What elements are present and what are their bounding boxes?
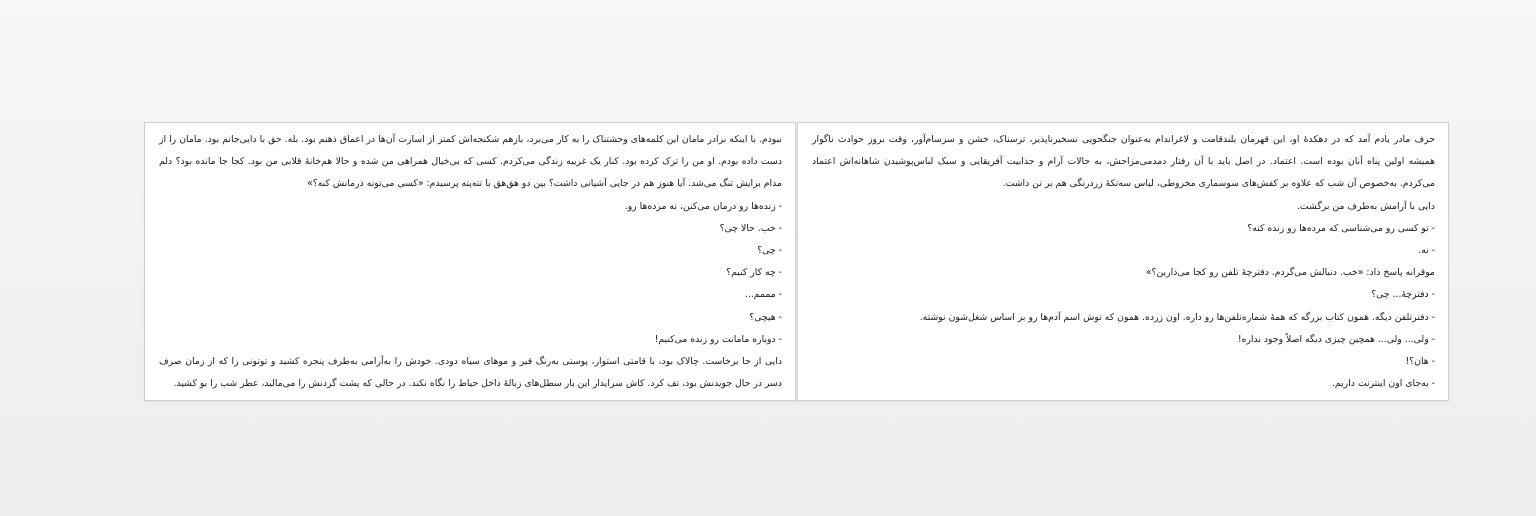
dialogue-line: - هان؟!	[1405, 356, 1435, 368]
paragraph: نبودم. با اینکه برادر مامان این کلمه‌های وحشتناک را به کار می‌برد، بازهم شکنجه‌اش کمتر از اسارت آن‌ها در اعماق ذهنم بود. بله. حق با دایی‌جانم بود. مامان را از دست داده بودم. او من را ترک کرده بود. کنار یک غریبه زندگی می‌کردم. کسی که بی‌خیال همراهی من شده و حالا هم‌خانهٔ قلابی من بود. کجا جا مانده بود؟ دلم مدام برایش تنگ می‌شد. آیا هنوز هم در جایی آشیانی داشت؟ بین دو هق‌هق با تته‌پته پرسیدم: «کسی می‌تونه درمانش کنه؟»	[159, 134, 782, 190]
right-page	[797, 122, 1449, 401]
dialogue-line: - تو کسی رو می‌شناسی که مرده‌ها رو زنده کنه؟	[1247, 222, 1435, 234]
dialogue-line: - دوباره مامانت رو زنده می‌کنیم!	[654, 333, 782, 345]
dialogue-line: - دفترچهٔ... چی؟	[1371, 289, 1435, 301]
dialogue-line: - نه.	[1418, 245, 1435, 257]
right-page-text	[812, 129, 1435, 395]
dialogue-line: - چه کار کنیم؟	[726, 267, 782, 279]
paragraph: حرف مادر یادم آمد که در دهکدهٔ او، این قهرمان بلندقامت و لاغراندام به‌عنوان جنگجویی تسخیرناپذیر، ترسناک، خشن و سرسام‌آور، وقت بروز حوادث ناگوار همیشه اولین پناه آنان بوده است. اعتماد. در اصل باید با آن رفتار دمدمی‌مزاجش، به حالات آرام و جذابیت آفریقایی و سبک لباس‌پوشیدن شاهانه‌اش اعتماد می‌کردم. به‌خصوص آن شب که علاوه بر کفش‌های سوسماری مخروطی، لباس سه‌تکهٔ زردرنگی هم بر تن داشت.	[812, 134, 1435, 190]
left-page-text	[159, 129, 782, 395]
narration-line: موقرانه پاسخ داد: «خب. دنبالش می‌گردم. دفترچهٔ تلفن رو کجا می‌ذارین؟»	[1145, 267, 1435, 279]
dialogue-line: - زنده‌ها رو درمان می‌کنن، نه مرده‌ها رو.	[624, 200, 782, 212]
dialogue-line: - چی؟	[757, 245, 782, 257]
left-page	[144, 122, 796, 401]
dialogue-line: - دفترتلفن دیگه. همون کتاب بزرگه که همهٔ شماره‌تلفن‌ها رو داره. اون زرده. همون که توش اسم آدم‌ها رو بر اساس شغل‌شون نوشته.	[919, 311, 1435, 323]
book-spread	[144, 122, 1449, 401]
dialogue-line: - خب. حالا چی؟	[719, 222, 782, 234]
dialogue-line: - ولی... ولی... همچین چیزی دیگه اصلاً وجود نداره!	[1237, 333, 1435, 345]
narration-line: دایی با آرامش به‌طرف من برگشت.	[1296, 200, 1435, 212]
paragraph: دایی از جا برخاست. چالاک بود، با قامتی استوار، پوستی به‌رنگ قیر و موهای سیاه دودی. خودش را به‌آرامی به‌طرف پنجره کشید و توتونی را که از زمان صرف دسر در حال جویدنش بود، تف کرد. کاش سرایدار این بار سطل‌های زبالهٔ داخل حیاط را نگاه نکند. در حالی که پشت گردنش را می‌مالید، عطر شب را بو کشید.	[159, 356, 782, 390]
dialogue-line: - هیچی؟	[749, 311, 782, 323]
dialogue-line: - به‌جای اون اینترنت داریم.	[1331, 378, 1435, 390]
dialogue-line: - مممم...	[744, 289, 782, 301]
